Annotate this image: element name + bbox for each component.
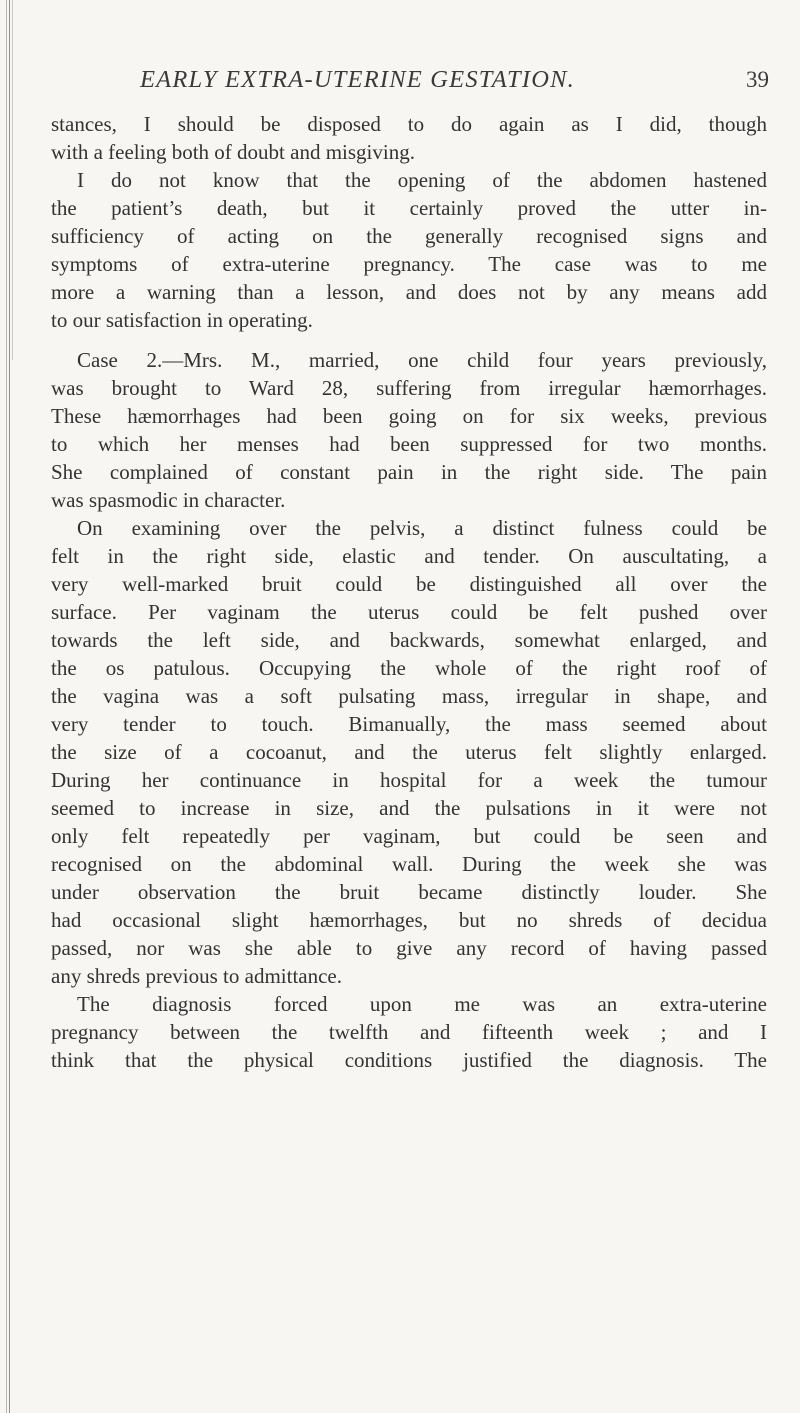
paragraph [51,346,767,514]
paragraph [51,514,767,990]
text-line: Case 2.—Mrs. M., married, one child four years previously, [77,348,767,372]
paragraph [51,110,767,166]
text-line: the os patulous. Occupying the whole of the right roof of [51,656,767,680]
paragraph [51,166,767,334]
text-line: These hæmorrhages had been going on for six weeks, previous [51,404,767,428]
text-line: to which her menses had been suppressed for two months. [51,432,767,456]
paragraph [51,990,767,1074]
text-line: symptoms of extra-uterine pregnancy. The case was to me [51,252,767,276]
text-line: think that the physical conditions justified the diagnosis. The [51,1048,767,1072]
text-line: was brought to Ward 28, suffering from irregular hæmorrhages. [51,376,767,400]
text-line: only felt repeatedly per vaginam, but could be seen and [51,824,767,848]
text-line: During her continuance in hospital for a week the tumour [51,768,767,792]
text-line: recognised on the abdominal wall. During the week she was [51,852,767,876]
binding-edge-line [6,0,7,1413]
text-line: On examining over the pelvis, a distinct fulness could be [77,516,767,540]
text-line: The diagnosis forced upon me was an extra-uterine [77,992,767,1016]
text-line: very tender to touch. Bimanually, the mass seemed about [51,712,767,736]
text-line: passed, nor was she able to give any record of having passed [51,936,767,960]
text-line: felt in the right side, elastic and tender. On auscultating, a [51,544,767,568]
text-line: to our satisfaction in operating. [51,308,313,332]
text-line: more a warning than a lesson, and does not by any means add [51,280,767,304]
text-line: was spasmodic in character. [51,488,286,512]
text-line: very well-marked bruit could be distinguished all over the [51,572,767,596]
running-title: EARLY EXTRA-UTERINE GESTATION. [140,66,575,93]
text-line: stances, I should be disposed to do again as I did, though [51,112,767,136]
text-line: I do not know that the opening of the abdomen hastened [77,168,767,192]
binding-edge-line [9,0,10,1413]
text-line: with a feeling both of doubt and misgiving. [51,140,415,164]
text-line: towards the left side, and backwards, somewhat enlarged, and [51,628,767,652]
text-line: pregnancy between the twelfth and fifteenth week ; and I [51,1020,767,1044]
text-line: sufficiency of acting on the generally recognised signs and [51,224,767,248]
text-line: had occasional slight hæmorrhages, but no shreds of decidua [51,908,767,932]
text-line: She complained of constant pain in the right side. The pain [51,460,767,484]
page-number: 39 [746,67,769,92]
text-line: surface. Per vaginam the uterus could be felt pushed over [51,600,767,624]
text-line: the patient’s death, but it certainly proved the utter in- [51,196,767,220]
text-line: seemed to increase in size, and the pulsations in it were not [51,796,767,820]
body-text [51,110,767,1074]
text-line: under observation the bruit became distinctly louder. She [51,880,767,904]
text-line: the vagina was a soft pulsating mass, irregular in shape, and [51,684,767,708]
text-line: the size of a cocoanut, and the uterus felt slightly enlarged. [51,740,767,764]
binding-edge-line [12,0,13,360]
text-line: any shreds previous to admittance. [51,964,343,988]
